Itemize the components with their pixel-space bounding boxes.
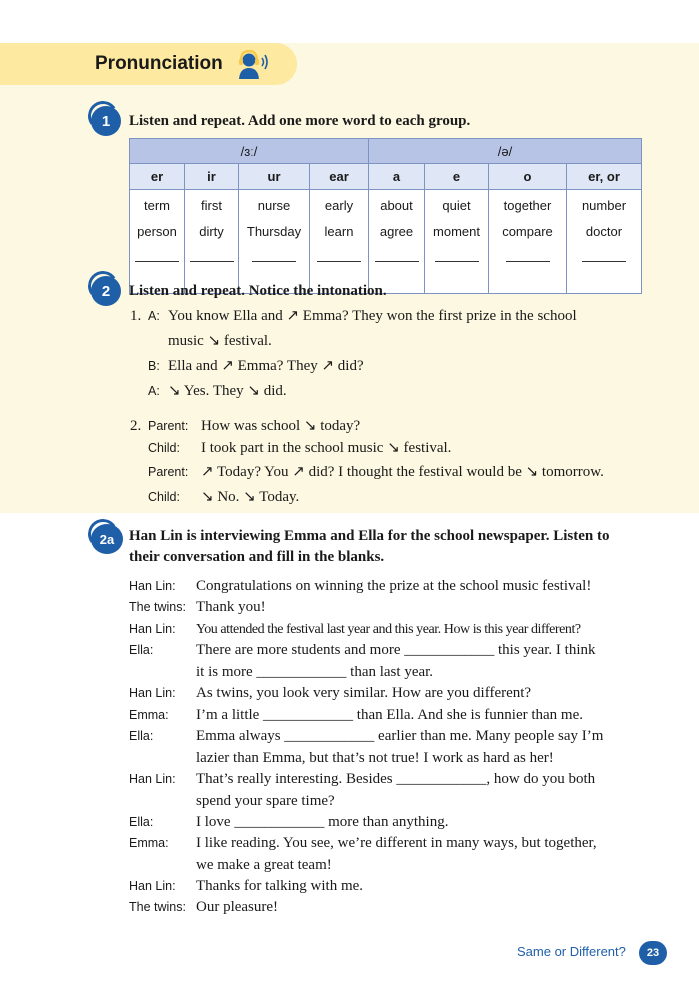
word-group	[369, 190, 425, 294]
dialogue-line: Ella and ↗ Emma? They ↗ did?	[168, 358, 364, 374]
example-word: quiet	[442, 198, 471, 213]
example-word: person	[137, 224, 177, 239]
sound-groups-table	[129, 138, 642, 294]
answer-blank[interactable]	[375, 247, 419, 262]
exercise-2a-badge: 2a	[91, 524, 123, 554]
speaker-label: The twins:	[129, 900, 186, 914]
letter-header: ear	[310, 164, 369, 190]
speaker-label: Ella:	[129, 815, 154, 829]
dialogue-line: I like reading. You see, we’re different in many ways, but together,	[196, 835, 597, 851]
example-word: dirty	[199, 224, 224, 239]
item-number: 2.	[130, 418, 142, 434]
letter-header: o	[489, 164, 567, 190]
answer-blank[interactable]	[135, 247, 179, 262]
dialogue-line: ↘ Yes. They ↘ did.	[168, 383, 287, 399]
unit-title: Same or Different?	[517, 944, 626, 959]
exercise-2-badge: 2	[91, 276, 121, 306]
example-word: Thursday	[246, 224, 302, 239]
speaker-label: Ella:	[129, 729, 154, 743]
answer-blank[interactable]	[506, 247, 550, 262]
dialogue-line: it is more ____________ than last year.	[196, 664, 434, 680]
dialogue-line: music ↘ festival.	[168, 333, 272, 349]
example-word: about	[380, 198, 413, 213]
speaker-label: Parent:	[148, 465, 189, 479]
word-group	[489, 190, 567, 294]
dialogue-line: That’s really interesting. Besides ____________, how do you both	[196, 771, 596, 787]
word-group	[130, 190, 185, 294]
phoneme-header: /ə/	[369, 139, 642, 164]
speaker-label: The twins:	[129, 600, 186, 614]
dialogue-line: Thank you!	[196, 599, 266, 615]
word-group	[185, 190, 239, 294]
dialogue-line: There are more students and more ____________ this year. I think	[196, 642, 596, 658]
speaker-label: Han Lin:	[129, 686, 176, 700]
dialogue-line: ↗ Today? You ↗ did? I thought the festival would be ↘ tomorrow.	[201, 464, 604, 480]
example-word: early	[324, 198, 354, 213]
dialogue-line: ↘ No. ↘ Today.	[201, 489, 300, 505]
speaker-label: Child:	[148, 490, 180, 504]
speaker-label: B:	[148, 359, 160, 373]
word-group	[239, 190, 310, 294]
dialogue-line: You attended the festival last year and this year. How is this year different?	[196, 622, 581, 637]
dialogue-line: spend your spare time?	[196, 793, 335, 809]
dialogue-line: I love ____________ more than anything.	[196, 814, 449, 830]
exercise-2a-instruction: Han Lin is interviewing Emma and Ella for the school newspaper. Listen to	[129, 528, 610, 544]
example-word: moment	[433, 224, 480, 239]
dialogue-line: we make a great team!	[196, 857, 332, 873]
example-word: agree	[379, 224, 414, 239]
speaker-label: A:	[148, 309, 160, 323]
answer-blank[interactable]	[190, 247, 234, 262]
example-word: learn	[324, 224, 354, 239]
letter-header: ir	[185, 164, 239, 190]
dialogue-line: How was school ↘ today?	[201, 418, 361, 434]
speaker-label: Emma:	[129, 836, 169, 850]
dialogue-line: I took part in the school music ↘ festival.	[201, 440, 452, 456]
dialogue-line: lazier than Emma, but that’s not true! I work as hard as her!	[196, 750, 554, 766]
speaker-label: Han Lin:	[129, 772, 176, 786]
dialogue-line: You know Ella and ↗ Emma? They won the first prize in the school	[168, 308, 577, 324]
dialogue-line: Our pleasure!	[196, 899, 279, 915]
item-number: 1.	[130, 308, 142, 324]
letter-header: e	[425, 164, 489, 190]
speaker-label: Child:	[148, 441, 180, 455]
example-word: term	[144, 198, 170, 213]
word-group	[425, 190, 489, 294]
page-title: Pronunciation	[95, 53, 223, 74]
speaker-label: Han Lin:	[129, 622, 176, 636]
word-group	[310, 190, 369, 294]
speaker-label: Emma:	[129, 708, 169, 722]
dialogue-line: Emma always ____________ earlier than me. Many people say I’m	[196, 728, 604, 744]
speaker-label: Ella:	[129, 643, 154, 657]
letter-header: er, or	[567, 164, 642, 190]
speaker-label: Han Lin:	[129, 579, 176, 593]
dialogue-line: Thanks for talking with me.	[196, 878, 364, 894]
exercise-1-instruction: Listen and repeat. Add one more word to each group.	[129, 113, 471, 129]
page-number: 23	[639, 941, 667, 965]
example-word: compare	[502, 224, 553, 239]
letter-header: er	[130, 164, 185, 190]
dialogue-line: I’m a little ____________ than Ella. And she is funnier than me.	[196, 707, 584, 723]
dialogue-line: As twins, you look very similar. How are you different?	[196, 685, 532, 701]
headset-icon	[236, 50, 270, 80]
example-word: nurse	[257, 198, 291, 213]
dialogue-line: Congratulations on winning the prize at the school music festival!	[196, 578, 592, 594]
speaker-label: Han Lin:	[129, 879, 176, 893]
letter-header: a	[369, 164, 425, 190]
answer-blank[interactable]	[582, 247, 626, 262]
letter-header: ur	[239, 164, 310, 190]
word-group	[567, 190, 642, 294]
speaker-label: A:	[148, 384, 160, 398]
answer-blank[interactable]	[252, 247, 296, 262]
exercise-2a-instruction: their conversation and fill in the blanks.	[129, 549, 385, 565]
example-word: together	[503, 198, 552, 213]
exercise-1-badge: 1	[91, 106, 121, 136]
answer-blank[interactable]	[435, 247, 479, 262]
example-word: doctor	[585, 224, 623, 239]
phoneme-header: /ɜː/	[130, 139, 369, 164]
exercise-2-instruction: Listen and repeat. Notice the intonation.	[129, 283, 387, 299]
speaker-label: Parent:	[148, 419, 189, 433]
answer-blank[interactable]	[317, 247, 361, 262]
example-word: number	[581, 198, 627, 213]
example-word: first	[201, 198, 222, 213]
